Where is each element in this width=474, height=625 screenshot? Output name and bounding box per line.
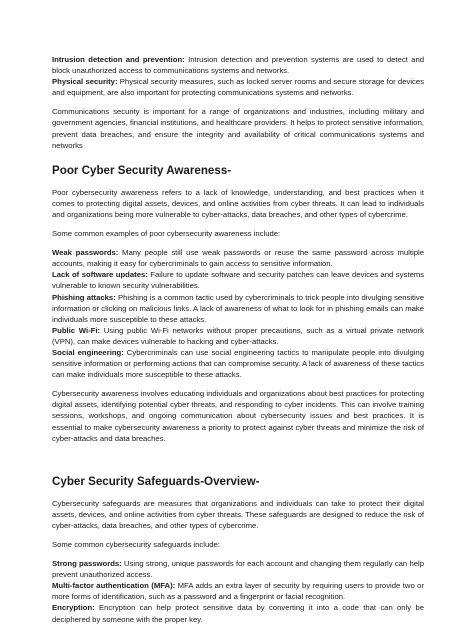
intro-item-physical: [52, 76, 424, 98]
intro-item-intrusion: [52, 54, 424, 76]
section1-examples-lead: Some common examples of poor cybersecurity awareness include:: [52, 229, 281, 239]
list-item-encryption: [52, 602, 424, 624]
term-label: Social engineering:: [52, 347, 124, 357]
list-item-phishing: [52, 292, 424, 325]
item-text: Many people still use weak passwords or reuse the same password across multiple accounts, making it easy for cybercriminals to gain access to sensitive information.: [52, 248, 424, 269]
term-label: Lack of software updates:: [52, 270, 148, 280]
comms-paragraph: Communications security is important for a range of organizations and industries, including military and government agencies, financial institutions, and healthcare providers. It helps to protect sensitive information, prevent data breaches, and ensure the integrity and availability of critical communications systems and networks: [52, 107, 424, 150]
list-item-social-engineering: [52, 347, 424, 380]
term-label: Public Wi-Fi:: [52, 325, 101, 335]
item-text: Encryption can help protect sensitive data by converting it into a code that can only be deciphered by someone with the proper key.: [52, 603, 424, 624]
term-label: Weak passwords:: [52, 248, 119, 258]
item-text: Cybercriminals can use social engineering tactics to manipulate people into divulging sensitive information or performing actions that can compromise security. A lack of awareness of these tactics can make individuals more susceptible to these attacks.: [52, 347, 424, 380]
term-label: Physical security:: [52, 77, 118, 87]
item-text: Physical security measures, such as locked server rooms and secure storage for devices and equipment, are also important for protecting communications systems and networks.: [52, 77, 424, 98]
term-label: Phishing attacks:: [52, 292, 116, 302]
list-item-software-updates: [52, 269, 424, 291]
list-item-strong-passwords: [52, 558, 424, 580]
list-item-weak-passwords: [52, 247, 424, 269]
section1-intro: Poor cybersecurity awareness refers to a lack of knowledge, understanding, and best practices when it comes to protecting digital assets, devices, and online activities from cyber threats. It can lead to individuals and organizations being more vulnerable to cyber-attacks, data breaches, and other types of cybercrime.: [52, 187, 424, 219]
item-text: Intrusion detection and prevention systems are used to detect and block unauthorized access to communications systems and networks.: [52, 55, 425, 76]
term-label: Strong passwords:: [52, 559, 122, 569]
term-label: Encryption:: [52, 603, 95, 613]
item-text: Failure to update software and security patches can leave devices and systems vulnerable to known security vulnerabilities.: [52, 270, 424, 291]
section-heading-safeguards: Cyber Security Safeguards-Overview-: [52, 474, 260, 488]
item-text: Using strong, unique passwords for each account and changing them regularly can help prevent unauthorized access.: [52, 559, 424, 580]
section2-list-lead: Some common cybersecurity safeguards include:: [52, 540, 220, 549]
list-item-public-wifi: [52, 325, 424, 347]
term-label: Intrusion detection and prevention:: [52, 55, 185, 64]
item-text: MFA adds an extra layer of security by requiring users to provide two or more forms of identification, such as a password and a fingerprint or facial recognition.: [52, 581, 425, 602]
section-heading-awareness: Poor Cyber Security Awareness-: [52, 163, 232, 177]
list-item-mfa: [52, 580, 424, 602]
term-label: Multi-factor authentication (MFA):: [52, 581, 176, 591]
section1-closing: Cybersecurity awareness involves educating individuals and organizations about best practices for protecting digital assets, identifying potential cyber threats, and responding to cyber incidents. This can involve training sessions, workshops, and ongoing communication about cybersecurity issues and best practices. It is essential to make cybersecurity awareness a priority to protect against cyber threats and minimize the risk of cyber-attacks and data breaches.: [52, 389, 424, 443]
section2-intro: Cybersecurity safeguards are measures that organizations and individuals can take to protect their digital assets, devices, and online activities from cyber threats. These safeguards are designed to reduce the risk of cyber-attacks, data breaches, and other types of cybercrime.: [52, 498, 424, 530]
item-text: Phishing is a common tactic used by cybercriminals to trick people into divulging sensitive information or clicking on malicious links. A lack of awareness of what to look for in phishing emails can make individuals more susceptible to these attacks.: [52, 292, 424, 324]
item-text: Using public Wi-Fi networks without proper precautions, such as a virtual private network (VPN), can make devices vulnerable to hacking and cyber-attacks.: [52, 325, 424, 346]
